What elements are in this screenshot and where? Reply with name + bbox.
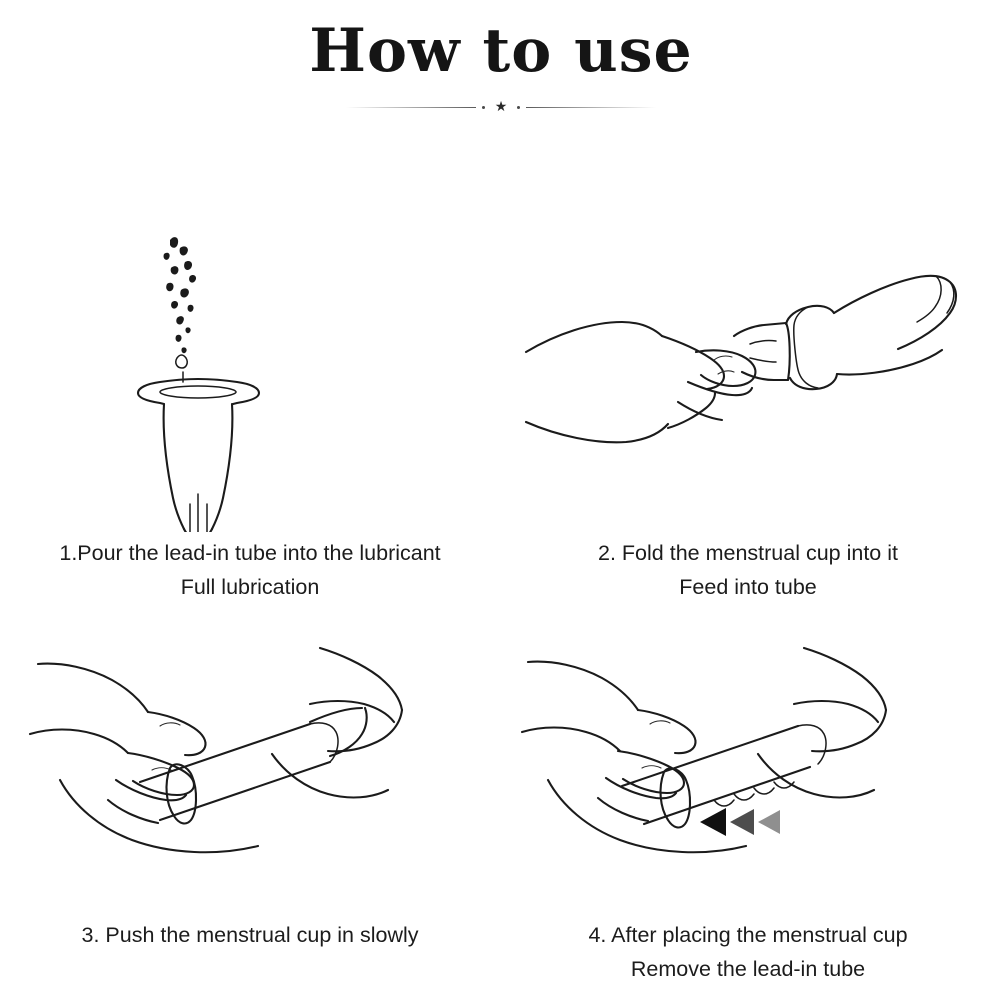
step-3 (10, 604, 490, 952)
star-divider-icon (0, 100, 1002, 114)
steps-grid (0, 114, 1002, 982)
page-title: How to use (309, 16, 693, 86)
page-header (0, 0, 1002, 114)
step-4-caption (588, 918, 907, 987)
divider-dot-left (482, 106, 485, 109)
step-2 (508, 232, 988, 605)
step-1-caption-line1: 1.Pour the lead-in tube into the lubricant (59, 541, 441, 565)
step-1-caption (59, 536, 440, 605)
lubricant-dripping-onto-lead-in-tube-icon (20, 232, 480, 532)
hand-folding-menstrual-cup-into-tube-icon (518, 232, 978, 532)
step-3-caption-line1: 3. Push the menstrual cup in slowly (81, 923, 419, 947)
direction-arrows-icon (700, 808, 780, 836)
divider-rule-left (346, 107, 476, 108)
step-2-caption-line1: 2. Fold the menstrual cup into it (598, 541, 898, 565)
step-1-caption-line2: Full lubrication (180, 575, 320, 600)
star-icon: ★ (494, 98, 508, 114)
divider-dot-right (517, 106, 520, 109)
step-4 (508, 604, 988, 987)
step-1 (10, 232, 490, 605)
hand-pushing-tube-inserting-cup-icon (20, 604, 480, 904)
step-2-caption-line2: Feed into tube (679, 575, 817, 600)
step-3-caption (82, 918, 419, 952)
step-2-caption (598, 536, 898, 605)
divider-rule-right (526, 107, 656, 108)
lubricant-drip-icon (164, 237, 197, 353)
hand-removing-lead-in-tube-with-arrows-icon (518, 604, 978, 904)
step-4-caption-line2: Remove the lead-in tube (630, 957, 866, 982)
step-4-caption-line1: 4. After placing the menstrual cup (588, 923, 908, 947)
